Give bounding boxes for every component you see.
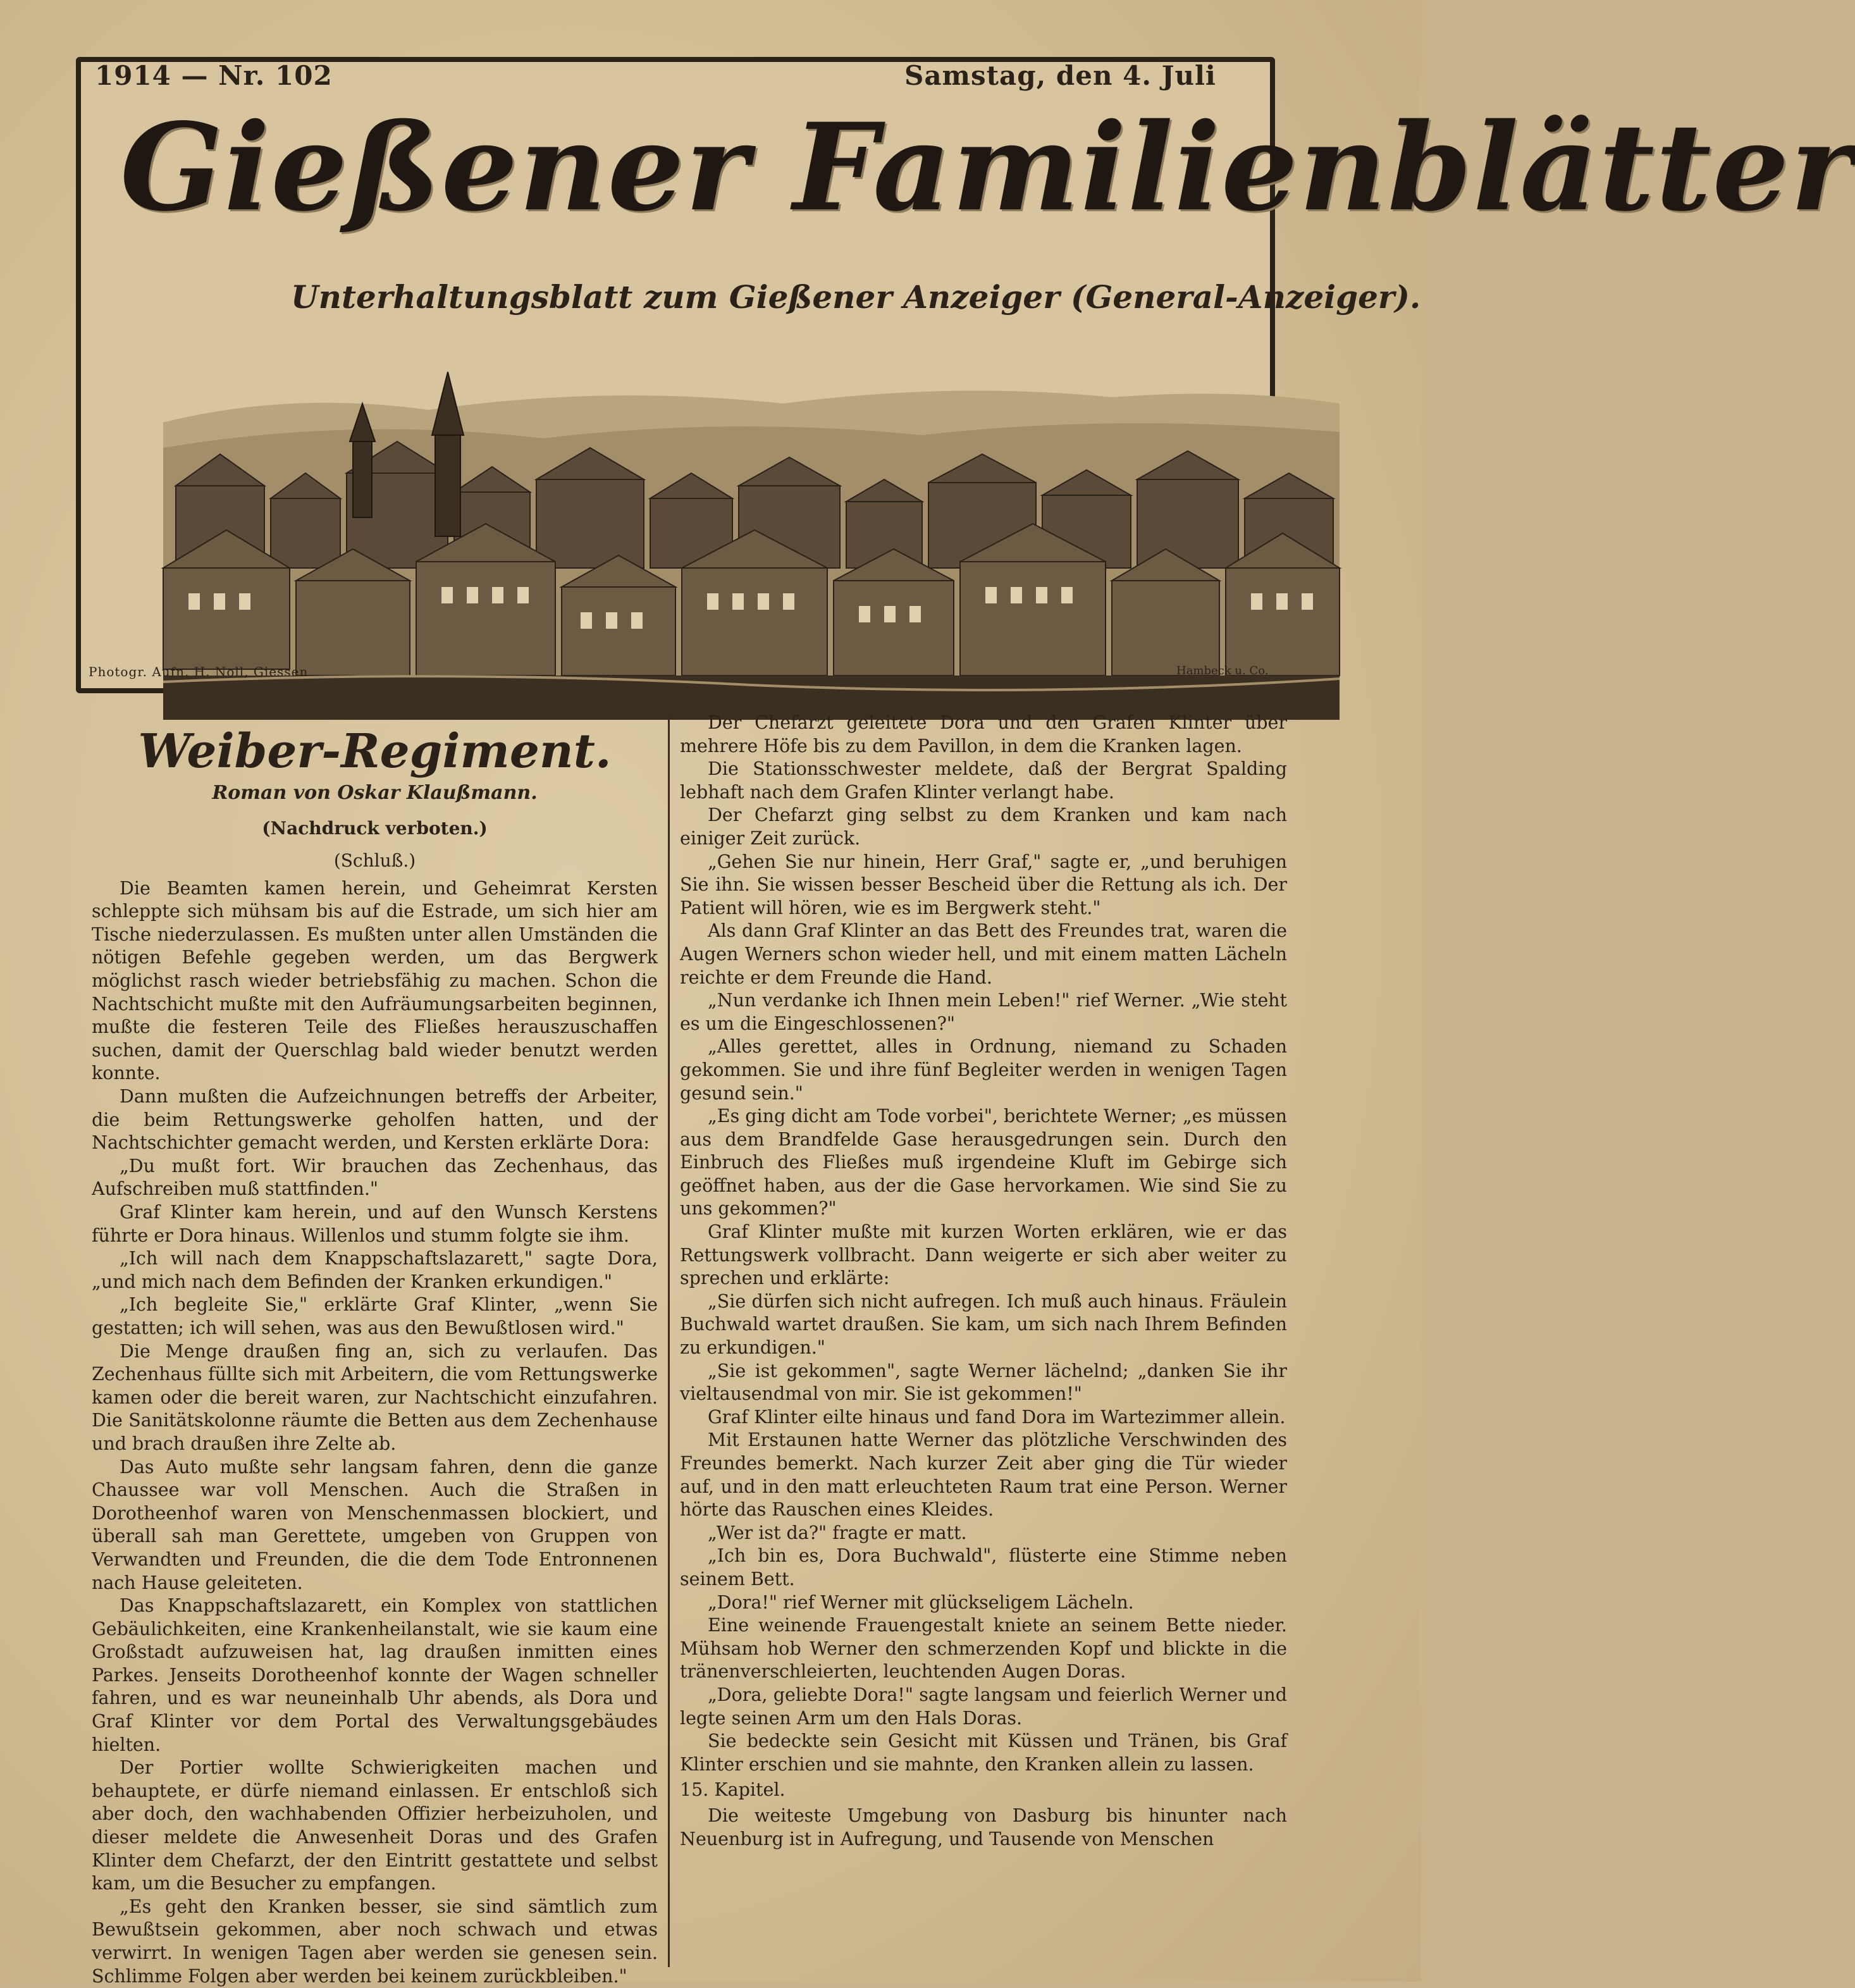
paragraph: „Es ging dicht am Tode vorbei", berichtete Werner; „es müssen aus dem Brandfelde Gase herausgedrungen sein. Durch den Einbruch des Fließes muß irgendeine Kluft im Gebirge sich geöffnet haben, aus der die Gase hervorkamen. Wie sind Sie zu uns gekommen?" [680,1106,1287,1219]
paragraph: „Alles gerettet, alles in Ordnung, niemand zu Schaden gekommen. Sie und ihre fünf Begleiter werden in wenigen Tagen gesund sein." [680,1036,1287,1104]
paragraph: Das Knappschaftslazarett, ein Komplex von stattlichen Gebäulichkeiten, eine Krankenheilanstalt, wie sie kaum eine Großstadt aufzuweisen hat, lag draußen inmitten eines Parkes. Jenseits Dorotheenhof konnte der Wagen schneller fahren, und es war neuneinhalb Uhr abends, als Dora und Graf Klinter vor dem Portal des Verwaltungsgebäudes hielten. [92,1595,658,1755]
paragraph: „Sie ist gekommen", sagte Werner lächelnd; „danken Sie ihr vieltausendmal von mir. Sie ist gekommen!" [680,1360,1287,1405]
left-body [92,877,658,1988]
paragraph: Die Menge draußen fing an, sich zu verlaufen. Das Zechenhaus füllte sich mit Arbeitern, die vom Rettungswerke kamen oder die bereit waren, zur Nachtschicht einzufahren. Die Sanitätskolonne räumte die Betten aus dem Zechenhause und brach draußen ihre Zelte ab. [92,1340,658,1454]
paragraph: „Ich bin es, Dora Buchwald", flüsterte eine Stimme neben seinem Bett. [680,1545,1287,1590]
paragraph: Graf Klinter kam herein, und auf den Wunsch Kerstens führte er Dora hinaus. Willenlos und stumm folgte sie ihm. [92,1202,658,1246]
column-divider [668,715,670,1967]
paragraph: Graf Klinter mußte mit kurzen Worten erklären, wie er das Rettungswerk vollbracht. Dann weigerte er sich aber weiter zu sprechen und erklärte: [680,1221,1287,1289]
paragraph: „Dora, geliebte Dora!" sagte langsam und feierlich Werner und legte seinen Arm um den Hals Doras. [680,1684,1287,1729]
issue-number: 1914 — Nr. 102 [95,60,333,91]
paragraph: „Sie dürfen sich nicht aufregen. Ich muß auch hinaus. Fräulein Buchwald wartet draußen. Sie kam, um sich nach Ihrem Befinden zu erkundigen." [680,1290,1287,1359]
paragraph: „Es geht den Kranken besser, sie sind sämtlich zum Bewußtsein gekommen, aber noch schwach und etwas verwirrt. In wenigen Tagen aber werden sie genesen sein. Schlimme Folgen aber werden bei keinem zurückbleiben." [92,1896,658,1987]
paragraph: „Gehen Sie nur hinein, Herr Graf," sagte er, „und beruhigen Sie ihn. Sie wissen besser Bescheid über die Rettung als ich. Der Patient will hören, wie es im Bergwerk steht." [680,851,1287,918]
paragraph: Die weiteste Umgebung von Dasburg bis hinunter nach Neuenburg ist in Aufregung, und Tausende von Menschen [680,1805,1287,1849]
paragraph: Die Stationsschwester meldete, daß der Bergrat Spalding lebhaft nach dem Grafen Klinter verlangt habe. [680,758,1287,803]
issue-date: Samstag, den 4. Juli [904,60,1216,91]
left-column [92,724,658,1988]
article-title: Weiber-Regiment. [138,724,612,779]
paragraph: Das Auto mußte sehr langsam fahren, denn die ganze Chaussee war voll Menschen. Auch die Straßen in Dorotheenhof waren von Menschenmassen blockiert, und überall sah man Gerettete, umgeben von Gruppen von Verwandten und Freunden, die die dem Tode Entronnenen nach Hause geleiteten. [92,1456,658,1593]
right-body [680,712,1287,1851]
rights-notice: (Nachdruck verboten.) [262,817,488,839]
paragraph: „Dora!" rief Werner mit glückseligem Lächeln. [708,1591,1134,1613]
town-illustration [163,378,1340,720]
paragraph: Der Chefarzt ging selbst zu dem Kranken und kam nach einiger Zeit zurück. [680,805,1287,849]
paragraph: Graf Klinter eilte hinaus und fand Dora im Wartezimmer allein. [708,1406,1286,1428]
paragraph: „Du mußt fort. Wir brauchen das Zechenhaus, das Aufschreiben muß stattfinden." [92,1155,658,1200]
newspaper-subtitle: Unterhaltungsblatt zum Gießener Anzeiger (General-Anzeiger). [291,278,1421,316]
article-byline: Roman von Oskar Klaußmann. [212,781,538,804]
paragraph: Sie bedeckte sein Gesicht mit Küssen und Tränen, bis Graf Klinter erschien und sie mahnte, den Kranken allein zu lassen. [680,1731,1287,1775]
paragraph: Der Portier wollte Schwierigkeiten machen und behauptete, er dürfe niemand einlassen. Er entschloß sich aber doch, den wachhabenden Offizier herbeizuholen, und dieser meldete die Anwesenheit Doras und des Grafen Klinter dem Chefarzt, der den Eintritt gestattete und selbst kam, um die Besucher zu empfangen. [92,1757,658,1894]
engraver-credit: Hambeck u. Co. [1176,664,1269,677]
chapter-heading: 15. Kapitel. [680,1779,786,1801]
paragraph: Die Beamten kamen herein, und Geheimrat Kersten schleppte sich mühsam bis auf die Estrade, um sich hier am Tische niederzulassen. Es mußten unter allen Umständen die nötigen Befehle gegeben werden, um das Bergwerk möglichst rasch wieder betriebsfähig zu machen. Schon die Nachtschicht mußte mit den Aufräumungsarbeiten beginnen, mußte die festeren Teile des Fließes herauszuschaffen suchen, damit der Querschlag bald wieder benutzt werden konnte. [92,877,658,1084]
paragraph: Als dann Graf Klinter an das Bett des Freundes trat, waren die Augen Werners schon wieder hell, und mit einem matten Lächeln reichte er dem Freunde die Hand. [680,920,1287,988]
paragraph: „Nun verdanke ich Ihnen mein Leben!" rief Werner. „Wie steht es um die Eingeschlossenen?" [680,990,1287,1034]
paragraph: „Wer ist da?" fragte er matt. [708,1522,967,1543]
photo-credit: Photogr. Aufn. H. Noll, Giessen [89,664,309,679]
right-column [680,712,1287,1851]
paragraph: Dann mußten die Aufzeichnungen betreffs der Arbeiter, die beim Rettungswerke geholfen hatten, und der Nachtschichter gemacht werden, und Kersten erklärte Dora: [92,1086,658,1154]
part-label: (Schluß.) [333,849,416,871]
paragraph: „Ich begleite Sie," erklärte Graf Klinter, „wenn Sie gestatten; ich will sehen, was aus den Bewußtlosen wird." [92,1294,658,1338]
paragraph: Mit Erstaunen hatte Werner das plötzliche Verschwinden des Freundes bemerkt. Nach kurzer Zeit aber ging die Tür wieder auf, und in den matt erleuchteten Raum trat eine Person. Werner hörte das Rauschen eines Kleides. [680,1429,1287,1521]
paragraph: Eine weinende Frauengestalt kniete an seinem Bette nieder. Mühsam hob Werner den schmerzenden Kopf und blickte in die tränenverschleierten, leuchtenden Augen Doras. [680,1615,1287,1682]
newspaper-title: Gießener Familienblätter [120,97,1855,238]
paragraph: „Ich will nach dem Knappschaftslazarett," sagte Dora, „und mich nach dem Befinden der Kranken erkundigen." [92,1248,658,1292]
paragraph: Der Chefarzt geleitete Dora und den Grafen Klinter über mehrere Höfe bis zu dem Pavillon, in dem die Kranken lagen. [680,712,1287,756]
